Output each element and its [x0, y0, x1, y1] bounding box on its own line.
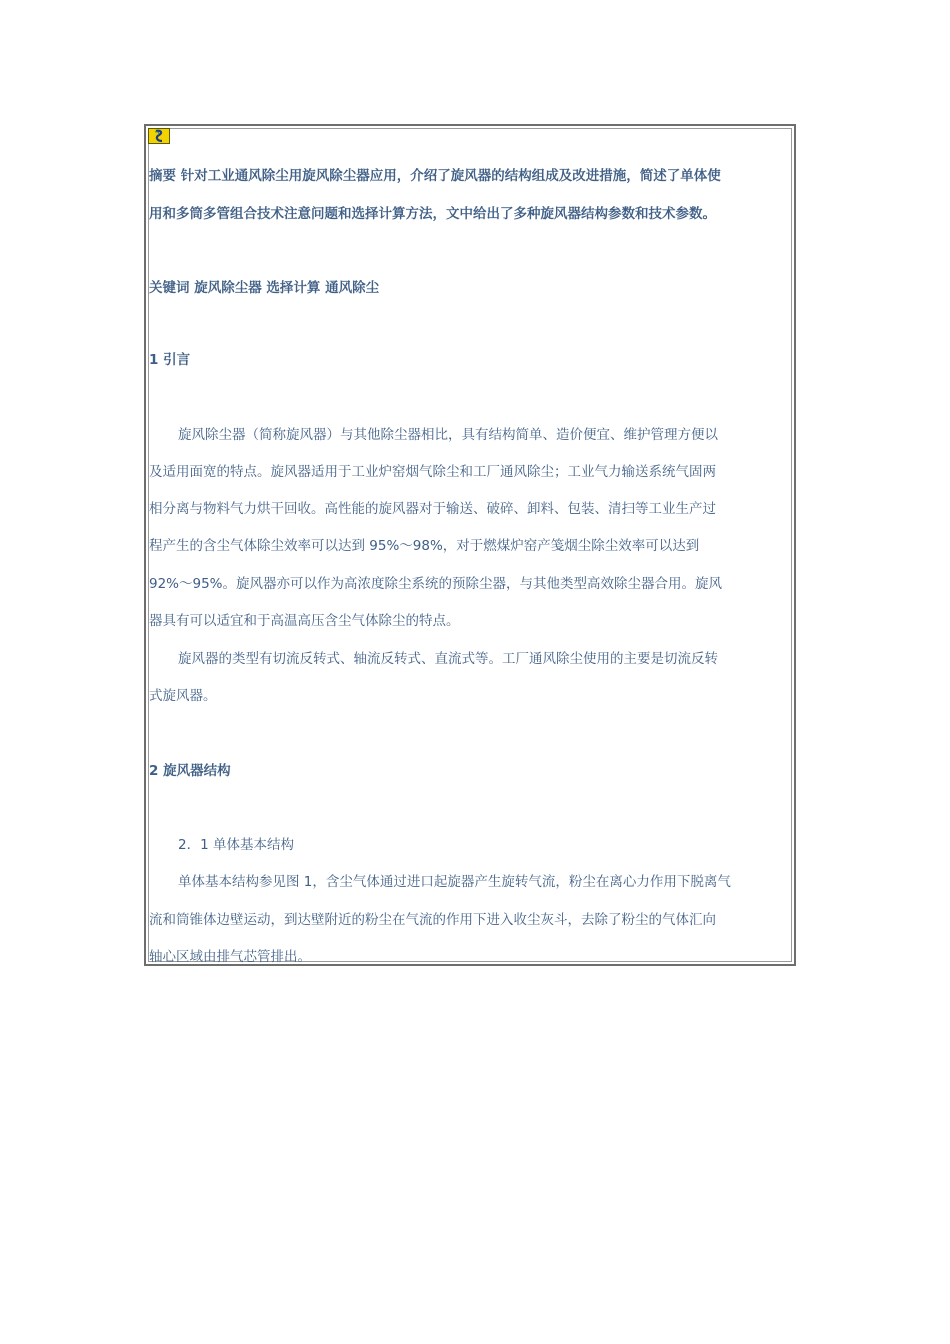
abstract-line-1: 摘要 针对工业通风除尘用旋风除尘器应用，介绍了旋风器的结构组成及改进措施，简述了单体使 — [149, 168, 721, 184]
section-1-heading: 1 引言 — [149, 352, 191, 368]
paragraph-line: 旋风除尘器（简称旋风器）与其他除尘器相比，具有结构简单、造价便宜、维护管理方便以 — [178, 427, 718, 443]
paragraph-line: 单体基本结构参见图 1，含尘气体通过进口起旋器产生旋转气流，粉尘在离心力作用下脱离气 — [178, 874, 731, 890]
paragraph-line: 旋风器的类型有切流反转式、轴流反转式、直流式等。工厂通风除尘使用的主要是切流反转 — [178, 651, 718, 667]
paragraph-line: 器具有可以适宜和于高温高压含尘气体除尘的特点。 — [149, 613, 460, 629]
section-2-heading: 2 旋风器结构 — [149, 763, 231, 779]
document-icon[interactable] — [148, 128, 170, 144]
subsection-heading: 2．1 单体基本结构 — [178, 837, 294, 853]
paragraph-line: 轴心区域由排气芯管排出。 — [149, 949, 311, 965]
keywords: 关键词 旋风除尘器 选择计算 通风除尘 — [149, 280, 380, 296]
paragraph-line: 相分离与物料气力烘干回收。高性能的旋风器对于输送、破碎、卸料、包装、清扫等工业生产过 — [149, 501, 716, 517]
paragraph-line: 程产生的含尘气体除尘效率可以达到 95%～98%，对于燃煤炉窑产笺烟尘除尘效率可以达到 — [149, 538, 700, 554]
s-shape-icon — [149, 129, 169, 143]
paragraph-line: 流和筒锥体边壁运动，到达壁附近的粉尘在气流的作用下进入收尘灰斗，去除了粉尘的气体汇向 — [149, 912, 716, 928]
paragraph-line: 式旋风器。 — [149, 688, 217, 704]
paragraph-line: 及适用面宽的特点。旋风器适用于工业炉窑烟气除尘和工厂通风除尘；工业气力输送系统气固两 — [149, 464, 716, 480]
paragraph-line: 92%～95%。旋风器亦可以作为高浓度除尘系统的预除尘器，与其他类型高效除尘器合用。旋风 — [149, 576, 723, 592]
abstract-line-2: 用和多筒多管组合技术注意问题和选择计算方法，文中给出了多种旋风器结构参数和技术参数。 — [149, 206, 716, 222]
